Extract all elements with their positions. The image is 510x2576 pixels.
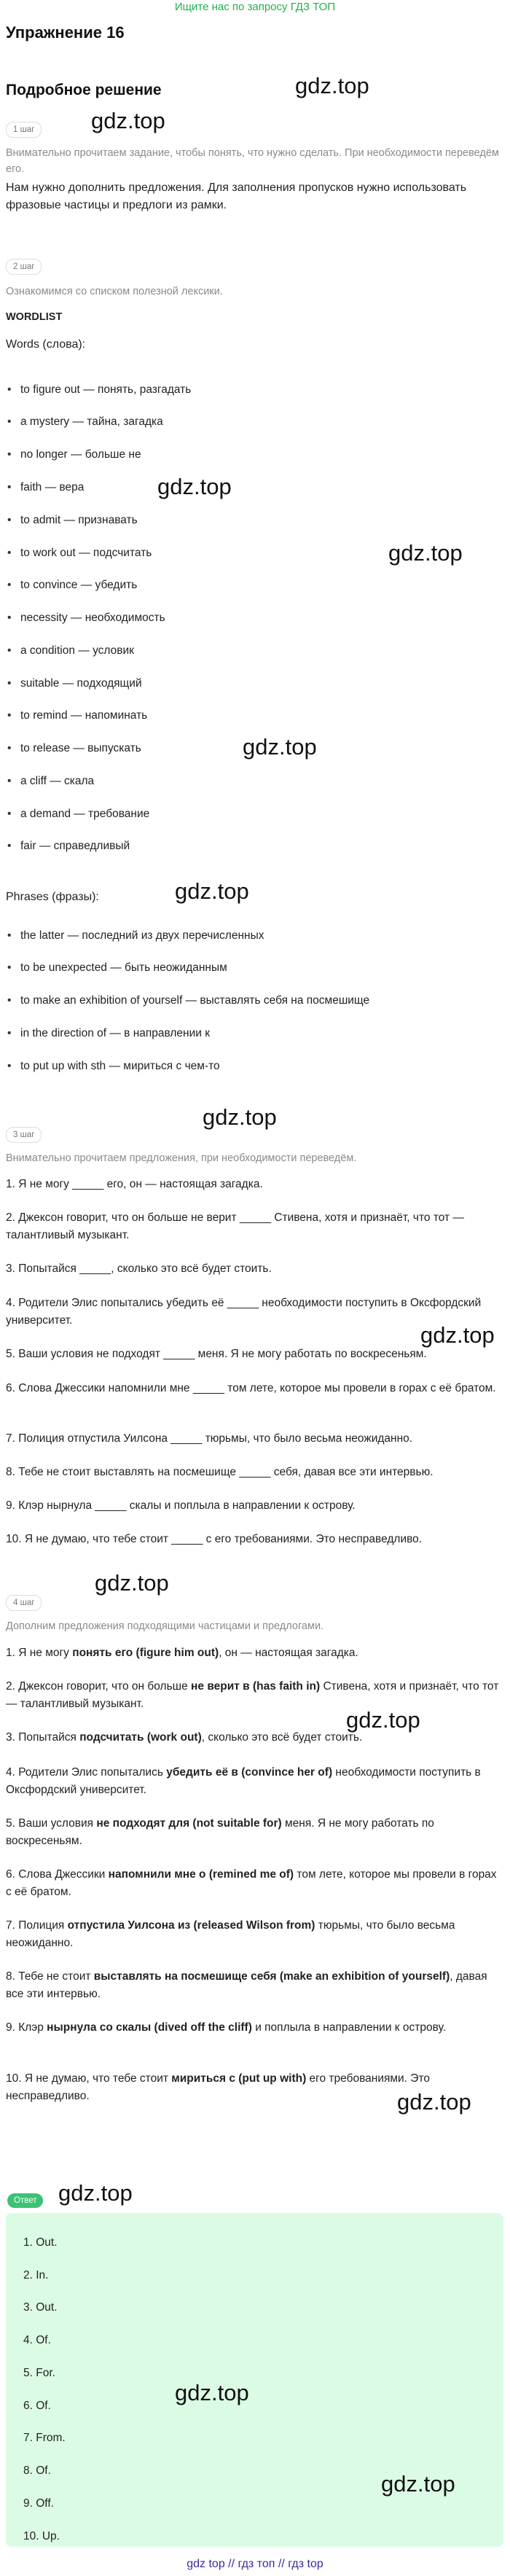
exercise-sentence: 2. Джексон говорит, что он больше не верит _____ Стивена, хотя и признаёт, что тот — талантливый музыкант. [6, 1211, 464, 1241]
list-item: • a cliff — скала [20, 773, 487, 789]
step-1-text: Нам нужно дополнить предложения. Для заполнения пропусков нужно использовать фразовые частицы и предлоги из рамки. [6, 182, 467, 211]
step-1-note: Внимательно прочитаем задание, чтобы понять, что нужно сделать. При необходимости переведём его. [6, 147, 499, 175]
step-2-badge: 2 шаг [6, 259, 42, 275]
list-item: • to remind — напоминать [20, 708, 487, 724]
watermark: gdz.top [175, 878, 249, 904]
list-item: 5. For. [23, 2367, 55, 2379]
answer-sentence: 7. Полиция отпустила Уилсона из (released Wilson from) тюрьмы, что было весьма неожиданно. [6, 1919, 455, 1949]
list-item: • faith — вера [20, 480, 487, 496]
footer-links [0, 2556, 510, 2572]
list-item: • in the direction of — в направлении к [20, 1026, 487, 1042]
list-item: • a mystery — тайна, загадка [20, 414, 487, 430]
words-title: Words (слова): [6, 338, 86, 351]
watermark: gdz.top [91, 108, 165, 133]
footer-separator: // [228, 2558, 235, 2570]
footer-link[interactable]: гдз топ [238, 2558, 275, 2570]
watermark: gdz.top [346, 1707, 420, 1733]
answer-sentence: 1. Я не могу понять его (figure him out), он — настоящая загадка. [6, 1647, 358, 1659]
exercise-sentence: 5. Ваши условия не подходят _____ меня. Я не могу работать по воскресеньям. [6, 1348, 427, 1360]
watermark: gdz.top [397, 2089, 471, 2115]
page-title: Упражнение 16 [6, 23, 125, 42]
watermark: gdz.top [295, 73, 369, 98]
answer-sentence: 10. Я не думаю, что тебе стоит мириться с (put up with) его требованиями. Это несправедливо. [6, 2072, 430, 2102]
exercise-sentence: 1. Я не могу _____ его, он — настоящая загадка. [6, 1178, 263, 1190]
step-3-badge: 3 шаг [6, 1127, 42, 1143]
list-item: • necessity — необходимость [20, 610, 487, 626]
list-item: 6. Of. [23, 2400, 51, 2412]
exercise-sentence: 8. Тебе не стоит выставлять на посмешище _____ себя, давая все эти интервью. [6, 1466, 434, 1478]
list-item: • the latter — последний из двух перечисленных [20, 928, 487, 944]
list-item: 7. From. [23, 2432, 66, 2444]
watermark: gdz.top [388, 540, 463, 566]
list-item: 9. Off. [23, 2497, 54, 2510]
footer-separator: // [278, 2558, 285, 2570]
list-item: 10. Up. [23, 2530, 60, 2542]
exercise-sentence: 6. Слова Джессики напомнили мне _____ том лете, которое мы провели в горах с её братом. [6, 1382, 496, 1394]
watermark: gdz.top [95, 1570, 169, 1596]
watermark: gdz.top [381, 2471, 455, 2497]
list-item: 4. Of. [23, 2334, 51, 2346]
list-item: 3. Out. [23, 2301, 58, 2314]
watermark: gdz.top [243, 734, 317, 760]
step-1-badge: 1 шаг [6, 122, 42, 138]
list-item: • to figure out — понять, разгадать [20, 382, 487, 398]
wordlist-title: WORDLIST [6, 311, 63, 323]
watermark: gdz.top [157, 474, 232, 499]
watermark: gdz.top [203, 1104, 277, 1130]
exercise-sentence: 4. Родители Элис попытались убедить её _____ необходимости поступить в Оксфордский университет. [6, 1297, 482, 1327]
list-item: 2. In. [23, 2269, 49, 2282]
answer-sentence: 5. Ваши условия не подходят для (not suitable for) меня. Я не могу работать по воскресеньям. [6, 1817, 434, 1847]
answer-sentence: 6. Слова Джессики напомнили мне о (remined me of) том лете, которое мы провели в горах с её братом. [6, 1868, 497, 1898]
exercise-sentence: 7. Полиция отпустила Уилсона _____ тюрьмы, что было весьма неожиданно. [6, 1432, 413, 1445]
list-item: • a condition — условик [20, 643, 487, 659]
list-item: • no longer — больше не [20, 447, 487, 463]
answer-badge: Ответ [7, 2193, 43, 2208]
list-item: • to release — выпускать [20, 741, 487, 757]
answer-sentence: 4. Родители Элис попытались убедить её в (convince her of) необходимости поступить в Оксфордский университет. [6, 1766, 481, 1796]
answer-sentence: 3. Попытайся подсчитать (work out), сколько это всё будет стоить. [6, 1731, 363, 1744]
step-4-badge: 4 шаг [6, 1595, 42, 1611]
list-item: • to put up with sth — мириться с чем-то [20, 1058, 487, 1074]
answer-sentence: 2. Джексон говорит, что он больше не верит в (has faith in) Стивена, хотя и признаёт, что тот — талантливый музыкант. [6, 1680, 499, 1710]
list-item: • to admit — признавать [20, 512, 487, 528]
list-item: • suitable — подходящий [20, 676, 487, 692]
search-hint-link[interactable]: Ищите нас по запросу ГДЗ ТОП [174, 1, 336, 13]
phrases-title: Phrases (фразы): [6, 891, 99, 903]
list-item: • to be unexpected — быть неожиданным [20, 960, 487, 976]
list-item: 1. Out. [23, 2236, 58, 2249]
watermark: gdz.top [58, 2180, 133, 2206]
solution-title: Подробное решение [6, 82, 162, 98]
exercise-sentence: 3. Попытайся _____, сколько это всё будет стоить. [6, 1262, 272, 1275]
footer-link[interactable]: gdz top [187, 2558, 225, 2570]
answer-sentence: 9. Клэр нырнула со скалы (dived off the cliff) и поплыла в направлении к острову. [6, 2021, 447, 2034]
list-item: • to work out — подсчитать [20, 545, 487, 561]
list-item: • fair — справедливый [20, 838, 487, 854]
list-item: • to make an exhibition of yourself — выставлять себя на посмешище [20, 993, 487, 1009]
list-item: • to convince — убедить [20, 577, 487, 593]
list-item: 8. Of. [23, 2464, 51, 2477]
answer-sentence: 8. Тебе не стоит выставлять на посмешище себя (make an exhibition of yourself), давая все эти интервью. [6, 1970, 487, 2000]
watermark: gdz.top [420, 1322, 495, 1348]
step-3-note: Внимательно прочитаем предложения, при необходимости переведём. [6, 1152, 357, 1164]
list-item: • a demand — требование [20, 806, 487, 822]
step-4-note: Дополним предложения подходящими частицами и предлогами. [6, 1620, 324, 1632]
exercise-sentence: 10. Я не думаю, что тебе стоит _____ с его требованиями. Это несправедливо. [6, 1533, 423, 1545]
footer-link[interactable]: гдз top [288, 2558, 323, 2570]
watermark: gdz.top [175, 2380, 249, 2405]
step-2-note: Ознакомимся со списком полезной лексики. [6, 286, 223, 297]
exercise-sentence: 9. Клэр нырнула _____ скалы и поплыла в направлении к острову. [6, 1499, 356, 1512]
